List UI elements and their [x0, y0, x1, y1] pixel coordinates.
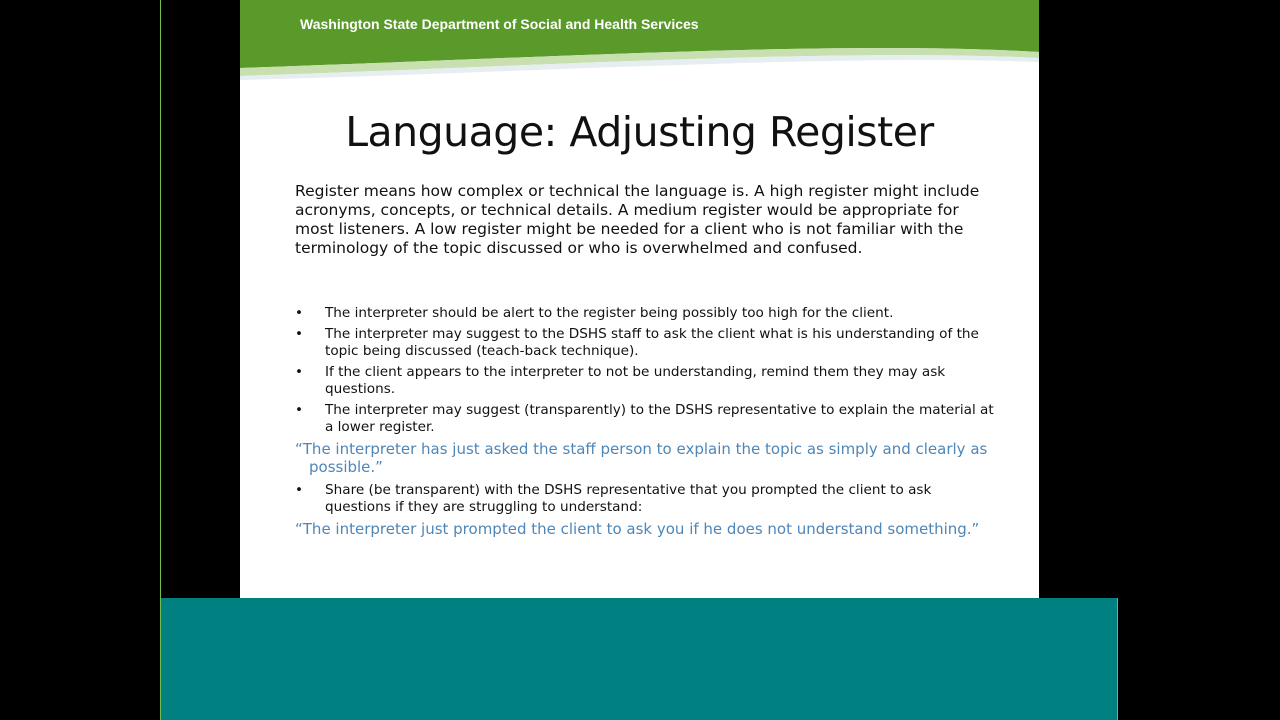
bullet-text: The interpreter may suggest to the DSHS staff to ask the client what is his understanding of the topic being discussed (teach-back technique).	[325, 326, 979, 359]
bullet-text: The interpreter should be alert to the register being possibly too high for the client.	[325, 305, 894, 321]
intro-paragraph: Register means how complex or technical the language is. A high register might include acronyms, concepts, or technical details. A medium register would be appropriate for most listeners. A low register might be needed for a client who is not familiar with the terminology of the topic discussed or who is overwhelmed and confused.	[295, 182, 980, 257]
pillarbox-left	[161, 0, 240, 598]
bullet-text: Share (be transparent) with the DSHS representative that you prompted the client to ask questions if they are struggling to understand:	[325, 482, 932, 515]
bullet-symbol: •	[295, 326, 304, 342]
player-bottom-bar	[161, 598, 1117, 720]
list-item	[295, 482, 1000, 516]
pillarbox-right	[1039, 0, 1118, 598]
bullet-symbol: •	[295, 482, 304, 498]
bullet-symbol: •	[295, 402, 304, 418]
bullet-symbol: •	[295, 305, 304, 321]
slide-header-banner	[240, 0, 1039, 80]
list-item	[295, 402, 1000, 436]
list-item	[295, 305, 1000, 322]
example-quote: “The interpreter just prompted the client to ask you if he does not understand something.”	[295, 520, 980, 538]
slide-content	[295, 305, 1000, 544]
list-item	[295, 364, 1000, 398]
bullet-text: If the client appears to the interpreter to not be understanding, remind them they may ask questions.	[325, 364, 946, 397]
header-swoosh-graphic	[240, 0, 1039, 80]
example-quote: “The interpreter has just asked the staff person to explain the topic as simply and clearly as possible.”	[295, 440, 988, 476]
slide-title: Language: Adjusting Register	[345, 108, 934, 156]
video-player[interactable]	[160, 0, 1118, 720]
presentation-slide	[240, 0, 1039, 598]
list-item	[295, 326, 1000, 360]
organization-name: Washington State Department of Social and Health Services	[300, 16, 699, 32]
bullet-text: The interpreter may suggest (transparently) to the DSHS representative to explain the material at a lower register.	[325, 402, 994, 435]
bullet-symbol: •	[295, 364, 304, 380]
